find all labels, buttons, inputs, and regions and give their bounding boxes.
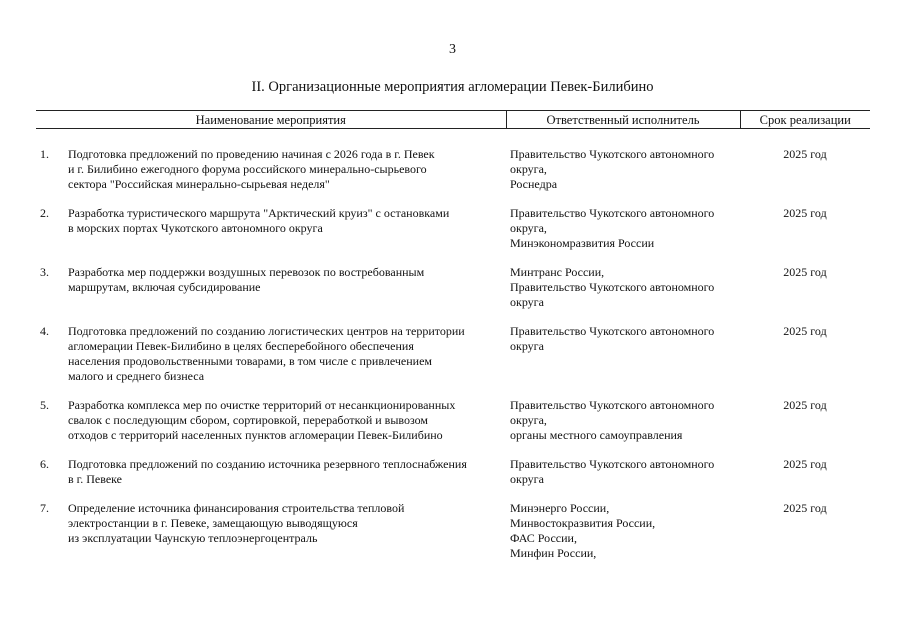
row-term: 2025 год [783, 265, 827, 279]
row-number: 7. [40, 501, 49, 515]
table-row [36, 398, 870, 443]
row-number: 5. [40, 398, 49, 412]
row-responsible: Минтранс России, Правительство Чукотского автономного округа [510, 265, 715, 309]
row-responsible: Минэнерго России, Минвостокразвития России, ФАС России, Минфин России, [510, 501, 656, 560]
row-description: Разработка туристического маршрута "Арктический круиз" с остановками в морских портах Чукотского автономного округа [68, 206, 450, 235]
table-row [36, 206, 870, 251]
table-row [36, 324, 870, 384]
table-row [36, 147, 870, 192]
row-number: 6. [40, 457, 49, 471]
row-term: 2025 год [783, 501, 827, 515]
page-number: 3 [449, 42, 456, 57]
row-term: 2025 год [783, 457, 827, 471]
row-term: 2025 год [783, 398, 827, 412]
row-description: Определение источника финансирования строительства тепловой электростанции в г. Певеке, замещающую выводящуюся из эксплуатации Чаунскую теплоэнергоцентраль [68, 501, 405, 545]
row-term: 2025 год [783, 324, 827, 338]
measures-table [36, 110, 870, 561]
row-description: Подготовка предложений по проведению начиная с 2026 года в г. Певек и г. Билибино ежегодного форума российского минерально-сырьевого сектора "Российская минерально-сырьевая неделя" [68, 147, 435, 191]
row-number: 2. [40, 206, 49, 220]
row-term: 2025 год [783, 147, 827, 161]
header-term: Срок реализации [740, 111, 870, 129]
row-number: 1. [40, 147, 49, 161]
row-description: Подготовка предложений по созданию логистических центров на территории агломерации Певек-Билибино в целях бесперебойного обеспечения населения продовольственными товарами, в том числе с привлечением малого и среднего бизнеса [68, 324, 465, 383]
row-responsible: Правительство Чукотского автономного округа, органы местного самоуправления [510, 398, 715, 442]
row-responsible: Правительство Чукотского автономного округа, Роснедра [510, 147, 715, 191]
row-responsible: Правительство Чукотского автономного округа, Минэкономразвития России [510, 206, 715, 250]
header-name: Наименование мероприятия [36, 111, 506, 129]
table-row [36, 265, 870, 310]
row-number: 4. [40, 324, 49, 338]
table-header-row [36, 111, 870, 129]
table-row [36, 501, 870, 561]
row-responsible: Правительство Чукотского автономного округа [510, 324, 715, 353]
table-row [36, 457, 870, 487]
header-responsible: Ответственный исполнитель [506, 111, 740, 129]
row-number: 3. [40, 265, 49, 279]
row-description: Подготовка предложений по созданию источника резервного теплоснабжения в г. Певеке [68, 457, 467, 486]
section-title: II. Организационные мероприятия агломерации Певек-Билибино [251, 79, 654, 95]
row-description: Разработка комплекса мер по очистке территорий от несанкционированных свалок с последующим сбором, сортировкой, переработкой и вывозом отходов с территорий населенных пунктов агломерации Певек-Билибино [68, 398, 456, 442]
row-description: Разработка мер поддержки воздушных перевозок по востребованным маршрутам, включая субсидирование [68, 265, 425, 294]
row-responsible: Правительство Чукотского автономного округа [510, 457, 715, 486]
row-term: 2025 год [783, 206, 827, 220]
